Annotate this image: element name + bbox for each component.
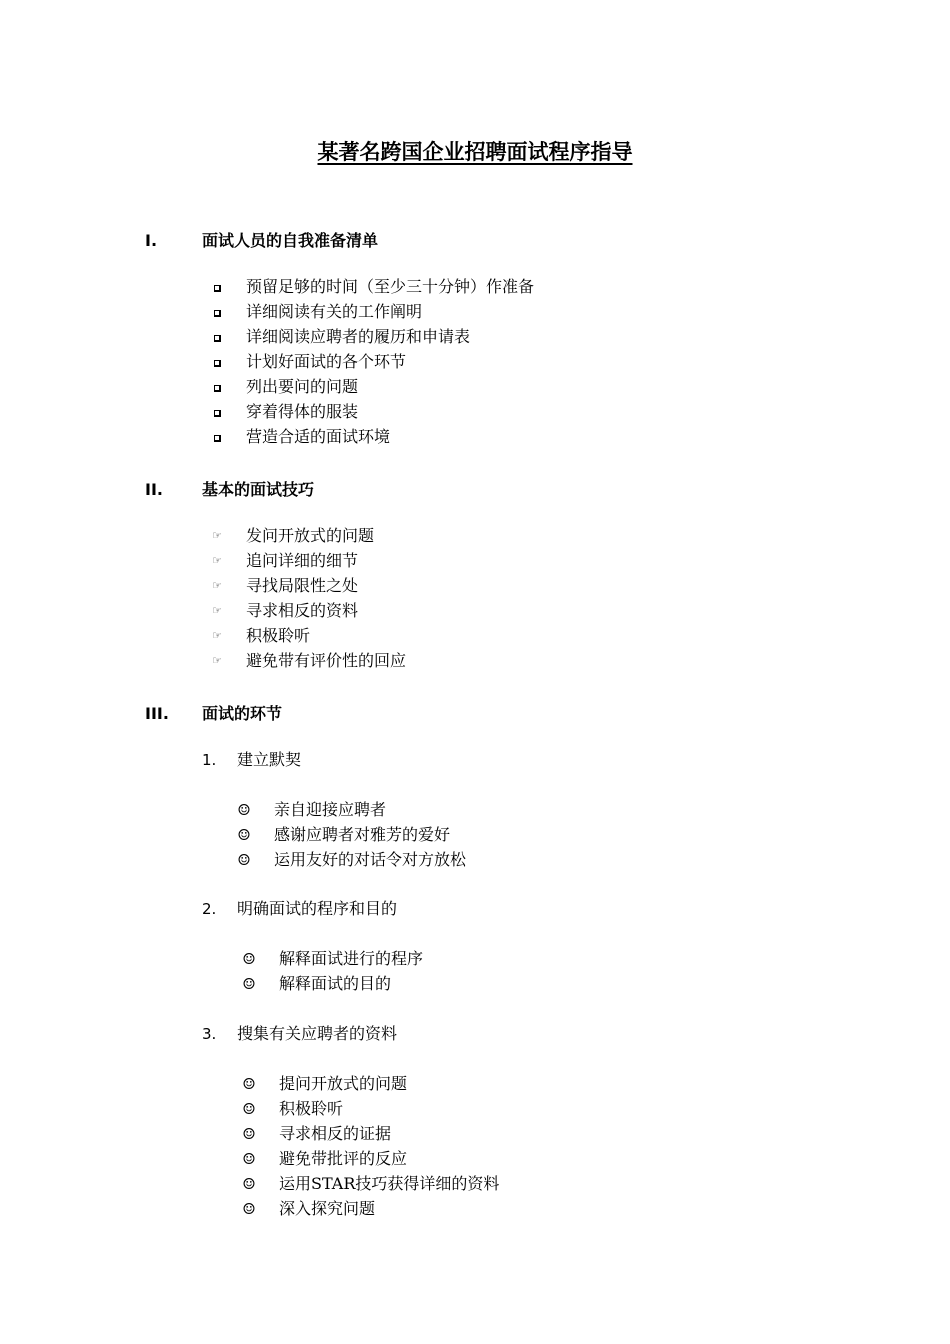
- list-item-text: 积极聆听: [246, 626, 311, 645]
- list-item-text: 穿着得体的服装: [246, 402, 359, 421]
- section-number: II.: [145, 480, 163, 499]
- subsection-number: 2.: [202, 900, 217, 918]
- pointing-hand-icon: ☞: [212, 554, 222, 567]
- list-item-text: 发问开放式的问题: [246, 526, 375, 545]
- pointing-hand-icon: ☞: [212, 529, 222, 542]
- smiley-face-icon: ☺: [242, 1100, 256, 1118]
- smiley-face-icon: ☺: [242, 950, 256, 968]
- list-item-text: 详细阅读有关的工作阐明: [246, 302, 423, 321]
- checkbox-bullet-icon: [210, 375, 224, 399]
- list-item-text: 避免带有评价性的回应: [246, 651, 407, 670]
- checkbox-bullet-icon: [210, 350, 224, 374]
- subsection-title: 明确面试的程序和目的: [237, 899, 398, 918]
- section-title: 面试的环节: [202, 704, 283, 723]
- checkbox-bullet-icon: [210, 275, 224, 299]
- list-item-text: 营造合适的面试环境: [246, 427, 391, 446]
- list-item-text: 运用友好的对话令对方放松: [274, 850, 467, 869]
- list-item-text: 运用STAR技巧获得详细的资料: [279, 1174, 500, 1193]
- list-item-text: 寻求相反的资料: [246, 601, 359, 620]
- list-item-text: 追问详细的细节: [246, 551, 359, 570]
- checkbox-bullet-icon: [210, 325, 224, 349]
- smiley-face-icon: ☺: [237, 826, 251, 844]
- list-item-text: 寻找局限性之处: [246, 576, 359, 595]
- list-item-text: 避免带批评的反应: [279, 1149, 408, 1168]
- checkbox-bullet-icon: [210, 425, 224, 449]
- smiley-face-icon: ☺: [242, 1075, 256, 1093]
- smiley-face-icon: ☺: [242, 1175, 256, 1193]
- section-title: 面试人员的自我准备清单: [202, 231, 379, 250]
- section-title: 基本的面试技巧: [202, 480, 315, 499]
- smiley-face-icon: ☺: [242, 975, 256, 993]
- smiley-face-icon: ☺: [242, 1150, 256, 1168]
- pointing-hand-icon: ☞: [212, 629, 222, 642]
- list-item-text: 解释面试进行的程序: [279, 949, 424, 968]
- checkbox-bullet-icon: [210, 400, 224, 424]
- list-item-text: 详细阅读应聘者的履历和申请表: [246, 327, 471, 346]
- smiley-face-icon: ☺: [237, 851, 251, 869]
- subsection-title: 建立默契: [237, 750, 302, 769]
- list-item-text: 深入探究问题: [279, 1199, 376, 1218]
- section-heading-3: [145, 701, 282, 724]
- list-item-text: 解释面试的目的: [279, 974, 392, 993]
- list-item-text: 积极聆听: [279, 1099, 344, 1118]
- list-item-text: 感谢应聘者对雅芳的爱好: [274, 825, 451, 844]
- list-item-text: 列出要问的问题: [246, 377, 359, 396]
- list-item-text: 亲自迎接应聘者: [274, 800, 387, 819]
- section-heading-1: [145, 228, 378, 251]
- subsection-number: 1.: [202, 751, 217, 769]
- page-title: 某著名跨国企业招聘面试程序指导: [317, 140, 633, 164]
- pointing-hand-icon: ☞: [212, 604, 222, 617]
- list-item-text: 寻求相反的证据: [279, 1124, 392, 1143]
- smiley-face-icon: ☺: [242, 1125, 256, 1143]
- smiley-face-icon: ☺: [242, 1200, 256, 1218]
- section-number: I.: [145, 231, 158, 250]
- subsection-number: 3.: [202, 1025, 217, 1043]
- list-item-text: 计划好面试的各个环节: [246, 352, 407, 371]
- pointing-hand-icon: ☞: [212, 654, 222, 667]
- subsection-title: 搜集有关应聘者的资料: [237, 1024, 398, 1043]
- list-item-text: 提问开放式的问题: [279, 1074, 408, 1093]
- checkbox-bullet-icon: [210, 300, 224, 324]
- pointing-hand-icon: ☞: [212, 579, 222, 592]
- smiley-face-icon: ☺: [237, 801, 251, 819]
- section-heading-2: [145, 477, 314, 500]
- section-number: III.: [145, 704, 169, 723]
- list-item-text: 预留足够的时间（至少三十分钟）作准备: [246, 277, 535, 296]
